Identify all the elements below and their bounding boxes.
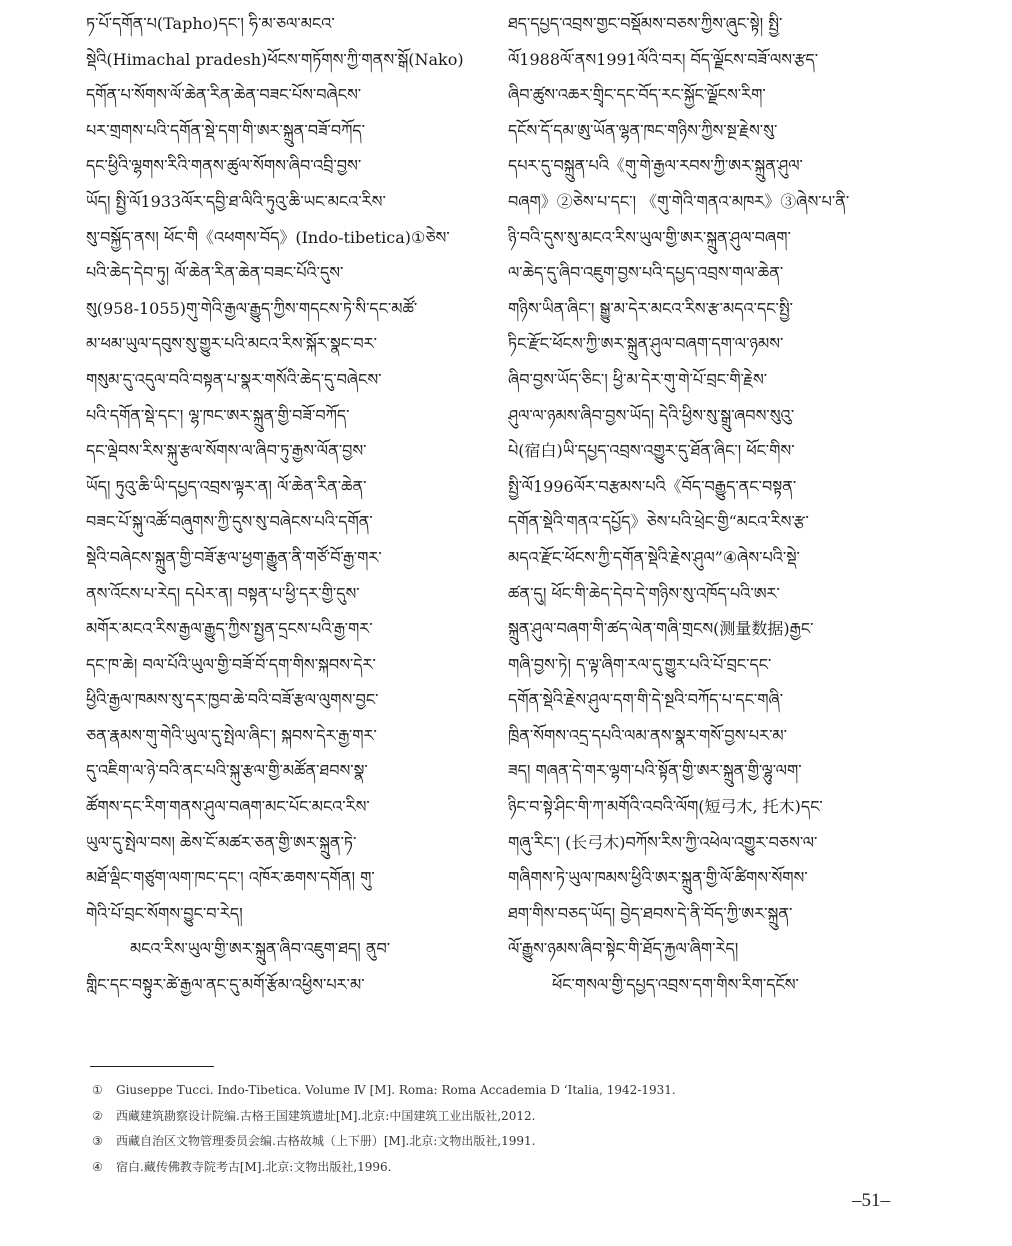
text-line: སྐྲུན་ཤུལ་བཞག་གི་ཚད་ལེན་གཞི་གྲངས(测量数据)རྒྱང་ — [508, 619, 814, 639]
text-line: ལ་ཆེད་དུ་ཞིབ་འཇུག་བྱས་པའི་དཔྱད་འབྲས་གལ་ཆེན་ — [508, 263, 784, 283]
text-line: སུ(958-1055)གུ་གེའི་རྒྱལ་རྒྱུད་ཀྱིས་གདངས་ཏེ་སི་དང་མཚོ་ — [86, 298, 418, 318]
text-line: ཚན་དུ། ཕོང་གི་ཆེད་དེབ་དེ་གཉིས་སུ་འཁོད་པའི་ཨར་ — [508, 583, 780, 603]
text-line: པེ(宿白)ཡི་དཔྱད་འབྲས་འགྱུར་དུ་ཐོན་ཞིང་། ཕོང་གིས་ — [508, 441, 795, 461]
text-line: ཡུལ་དུ་སྤེལ་བས། ཆེས་ངོ་མཚར་ཅན་གྱི་ཨར་སྐྲུན་ཏེ་ — [86, 832, 357, 852]
text-line: བཞག》②ཅེས་པ་དང་། 《གུ་གེའི་གནའ་མཁར》③ཞེས་པ་ནི་ — [508, 191, 850, 211]
text-line: གཉིས་ཡིན་ཞིང་། སྒྱུ་མ་དེར་མངའ་རིས་རྩ་མདའ་དང་སྤྱི་ — [508, 298, 793, 318]
footnote-text: 西藏建筑勘察设计院编.古格王国建筑遗址[M].北京:中国建筑工业出版社,2012. — [116, 1108, 536, 1123]
text-line: ལོ་རྒྱུས་ཉམས་ཞིབ་སྟེང་གི་ཐོད་རྐྱལ་ཞིག་རེད། — [508, 939, 739, 959]
footnote-mark: ① — [92, 1083, 103, 1097]
text-line: སྡེའི་བཞེངས་སྐྲུན་གྱི་བཟོ་རྩལ་ཕྱག་རྒྱུན་ནི་གཙོ་བོ་རྒྱ་གར་ — [86, 547, 382, 567]
text-line: ཡོད། ཏུའུ་ཆི་ཡི་དཔྱད་འབྲས་ལྟར་ན། ལོ་ཆེན་རིན་ཆེན་ — [86, 476, 367, 496]
page-number: –51– — [852, 1190, 890, 1211]
text-line: དངོས་དོ་དམ་ཨུ་ཡོན་ལྷན་ཁང་གཉིས་ཀྱིས་སྔ་རྗེས་སུ་ — [508, 120, 778, 140]
text-line: པར་གྲགས་པའི་དགོན་སྡེ་དག་གི་ཨར་སྐྲུན་བཟོ་བཀོད་ — [86, 120, 366, 140]
right-text-column — [508, 6, 908, 1003]
text-line: མ་ཕམ་ཡུལ་དབུས་སུ་གྱུར་པའི་མངའ་རིས་སྐོར་སྣང་བར་ — [86, 334, 377, 354]
text-line: གེའི་པོ་བྲང་སོགས་བྱུང་བ་རེད། — [86, 903, 243, 923]
text-line: ཅན་རྣམས་གུ་གེའི་ཡུལ་དུ་སྤེལ་ཞིང་། སྐབས་དེར་རྒྱ་གར་ — [86, 725, 377, 745]
text-line: སྡེའི(Himachal pradesh)ཕོངས་གཏོགས་ཀྱི་གནས་སྒོ(Nako) — [86, 49, 464, 69]
footnote-text: 西藏自治区文物管理委员会编.古格故城（上下册）[M].北京:文物出版社,1991. — [116, 1134, 536, 1148]
text-line: གསུམ་དུ་འདུལ་བའི་བསྟན་པ་སྣར་གསོའི་ཆེད་དུ་བཞེངས་ — [86, 369, 382, 389]
footnote — [92, 1078, 922, 1104]
text-line: དུ་འཇིག་ལ་ཉེ་བའི་ནང་པའི་སྐུ་རྩལ་གྱི་མཚོན་ཐབས་སྣ་ — [86, 761, 368, 781]
text-line: ཏ་པོ་དགོན་པ(Tapho)དང་། ཧི་མ་ཅལ་མངའ་ — [86, 14, 335, 33]
text-line: ཉི་བའི་དུས་སུ་མངའ་རིས་ཡུལ་གྱི་ཨར་སྐྲུན་ཤུལ་བཞག་ — [508, 227, 791, 247]
footnote — [92, 1104, 922, 1130]
footnote-mark: ③ — [92, 1134, 103, 1148]
text-line: པའི་དགོན་སྡེ་དང་། ལྷ་ཁང་ཨར་སྐྲུན་གྱི་བཟོ་བཀོད་ — [86, 405, 350, 425]
text-line: ནས་འོངས་པ་རེད། དཔེར་ན། བསྟན་པ་ཕྱི་དར་གྱི་དུས་ — [86, 583, 360, 603]
text-line: ཁྲིན་སོགས་འདྲ་དཔའི་ལམ་ནས་སྣར་གསོ་བྱས་པར་མ་ — [508, 725, 788, 745]
text-line: དགོན་པ་སོགས་ལོ་ཆེན་རིན་ཆེན་བཟང་པོས་བཞེངས་ — [86, 85, 362, 105]
left-text-column — [86, 6, 486, 1003]
text-line: ཉིང་བ་སྟེ་ཤིང་གི་ཀ་མགོའི་འབའི་ལོག(短弓木, 托木)དང་ — [508, 797, 823, 817]
text-line: གཞི་བྱས་ཏེ། ད་ལྟ་ཞིག་རལ་དུ་གྱུར་པའི་པོ་བྲང་དང་ — [508, 654, 772, 674]
footnote-text: Giuseppe Tucci. Indo-Tibetica. Volume Ⅳ [M]. Roma: Roma Accademia D ‘Italia, 1942-1931. — [116, 1083, 676, 1097]
text-line: ཕོང་གསལ་གྱི་དཔྱད་འབྲས་དག་གིས་རིག་དངོས་ — [552, 975, 799, 995]
text-line: ཡོད། སྤྱི་ལོ1933ལོར་དབྱི་ཐ་ལིའི་ཏུའུ་ཆི་ཡང་མངའ་རིས་ — [86, 191, 386, 211]
text-line: ཞིབ་ཚུས་འཆར་གྲྭིང་དང་བོད་རང་སྐྱོང་ལྗོངས་རིག་ — [508, 85, 766, 105]
text-line: དང་ཁ་ཆེ། བལ་པོའི་ཡུལ་གྱི་བཟོ་བོ་དག་གིས་སྐབས་དེར་ — [86, 654, 376, 674]
text-line: མགོར་མངའ་རིས་རྒྱལ་རྒྱུད་ཀྱིས་སྤྱན་དྲངས་པའི་རྒྱ་གར་ — [86, 619, 373, 639]
text-line: མངའ་རིས་ཡུལ་གྱི་ཨར་སྐྲུན་ཞིབ་འཇུག་ཐད། ནུབ་ — [130, 939, 391, 959]
text-line: གཞུ་རིང་། (长弓木)བཀོས་རིས་ཀྱི་འཕེལ་འགྱུར་བཅས་ལ་ — [508, 832, 818, 852]
text-line: དཔར་དུ་བསྐྲུན་པའི《གུ་གེ་རྒྱལ་རབས་ཀྱི་ཨར་སྐྲུན་ཤུལ་ — [508, 156, 803, 176]
text-line: ཟད། གཞན་དེ་གར་ལྷག་པའི་སྟོན་གྱི་ཨར་སྐྲུན་གྱི་ལྷུ་ལག་ — [508, 761, 802, 781]
text-line: མདའ་རྫོང་ཕོངས་ཀྱི་དགོན་སྡེའི་རྗེས་ཤུལ”④ཞེས་པའི་སྡེ་ — [508, 547, 800, 567]
footnote-divider — [90, 1066, 214, 1067]
footnote-mark: ② — [92, 1108, 103, 1123]
text-line: ཏིང་རྫོང་ཕོངས་ཀྱི་ཨར་སྐྲུན་ཤུལ་བཞག་དག་ལ་ཉམས་ — [508, 334, 784, 354]
text-line: དགོན་སྡེའི་རྗེས་ཤུལ་དག་གི་དེ་སྔའི་བཀོད་པ་དང་གཞི་ — [508, 690, 784, 710]
text-line: དང་ཕྱིའི་ལྷགས་རིའི་གནས་ཚུལ་སོགས་ཞིབ་འབྲི་བྱས་ — [86, 156, 362, 176]
text-line: ཚོགས་དང་རིག་གནས་ཤུལ་བཞག་མང་པོང་མངའ་རིས་ — [86, 797, 370, 817]
text-line: པའི་ཆེད་དེབ་ཏུ། ལོ་ཆེན་རིན་ཆེན་བཟང་པོའི་དུས་ — [86, 263, 344, 283]
footnote-text: 宿白.藏传佛教寺院考古[M].北京:文物出版社,1996. — [116, 1159, 392, 1174]
footnote-mark: ④ — [92, 1159, 103, 1174]
text-line: དགོན་སྡེའི་གནའ་དཔྱོད》ཅེས་པའི་ཕྲེང་གྱི“མངའ་རིས་རྩ་ — [508, 512, 809, 532]
text-line: ཐག་གིས་བཅད་ཡོད། བྱེད་ཐབས་དེ་ནི་བོད་ཀྱི་ཨར་སྐྲུན་ — [508, 903, 793, 923]
text-line: ཕྱིའི་རྒྱལ་ཁམས་སུ་དར་ཁྱབ་ཆེ་བའི་བཟོ་རྩལ་ལུགས་བྱང་ — [86, 690, 379, 710]
text-line: དང་ལྡེབས་རིས་སྐུ་རྩལ་སོགས་ལ་ཞིབ་ཏུ་རྒྱས་ལོན་བྱས་ — [86, 441, 367, 461]
text-line: གླིང་དང་བསྟུར་ཚེ་རྒྱལ་ནང་དུ་མགོ་རྩོམ་འཕྱིས་པར་མ་ — [86, 975, 365, 995]
text-line: བཟང་པོ་སྐུ་འཚོ་བཞུགས་ཀྱི་དུས་སུ་བཞེངས་པའི་དགོན་ — [86, 512, 373, 532]
text-line: གཞིགས་ཏེ་ཡུལ་ཁམས་ཕྱིའི་ཨར་སྐྲུན་གྱི་ལོ་ཚིགས་སོགས་ — [508, 868, 808, 888]
text-line: མཐོ་ལྡིང་གཙུག་ལག་ཁང་དང་། འཁོར་ཆགས་དགོན། གུ་ — [86, 868, 375, 888]
text-line: ཤུལ་ལ་ཉམས་ཞིབ་བྱས་ཡོད། དེའི་ཕྱིས་སུ་སྒྲུ་ཞབས་སུའུ་ — [508, 405, 795, 425]
text-line: སྤྱི་ལོ1996ལོར་བརྩམས་པའི《བོད་བརྒྱུད་ནང་བསྟན་ — [508, 476, 797, 496]
footnotes — [92, 1078, 922, 1180]
text-line: ཐད་དཔྱད་འབྲས་གྱང་བསྡོམས་བཅས་ཀྱིས་ཞུང་སྟེ། སྤྱི་ — [508, 14, 783, 33]
footnote — [92, 1155, 922, 1181]
text-line: ཞིབ་བྱས་ཡོད་ཅིང་། ཕྱི་མ་དེར་གུ་གེ་པོ་བྲང་གི་རྗེས་ — [508, 369, 768, 389]
text-line: སུ་བསྐྱོད་ནས། ཕོང་གི《འཕགས་བོད》(Indo-tibetica)①ཅེས་ — [86, 227, 450, 247]
text-line: ལོ1988ལོ་ནས1991ལོའི་བར། བོད་ལྗོངས་བཟོ་ལས་རྩད་ — [508, 49, 819, 69]
footnote — [92, 1129, 922, 1155]
